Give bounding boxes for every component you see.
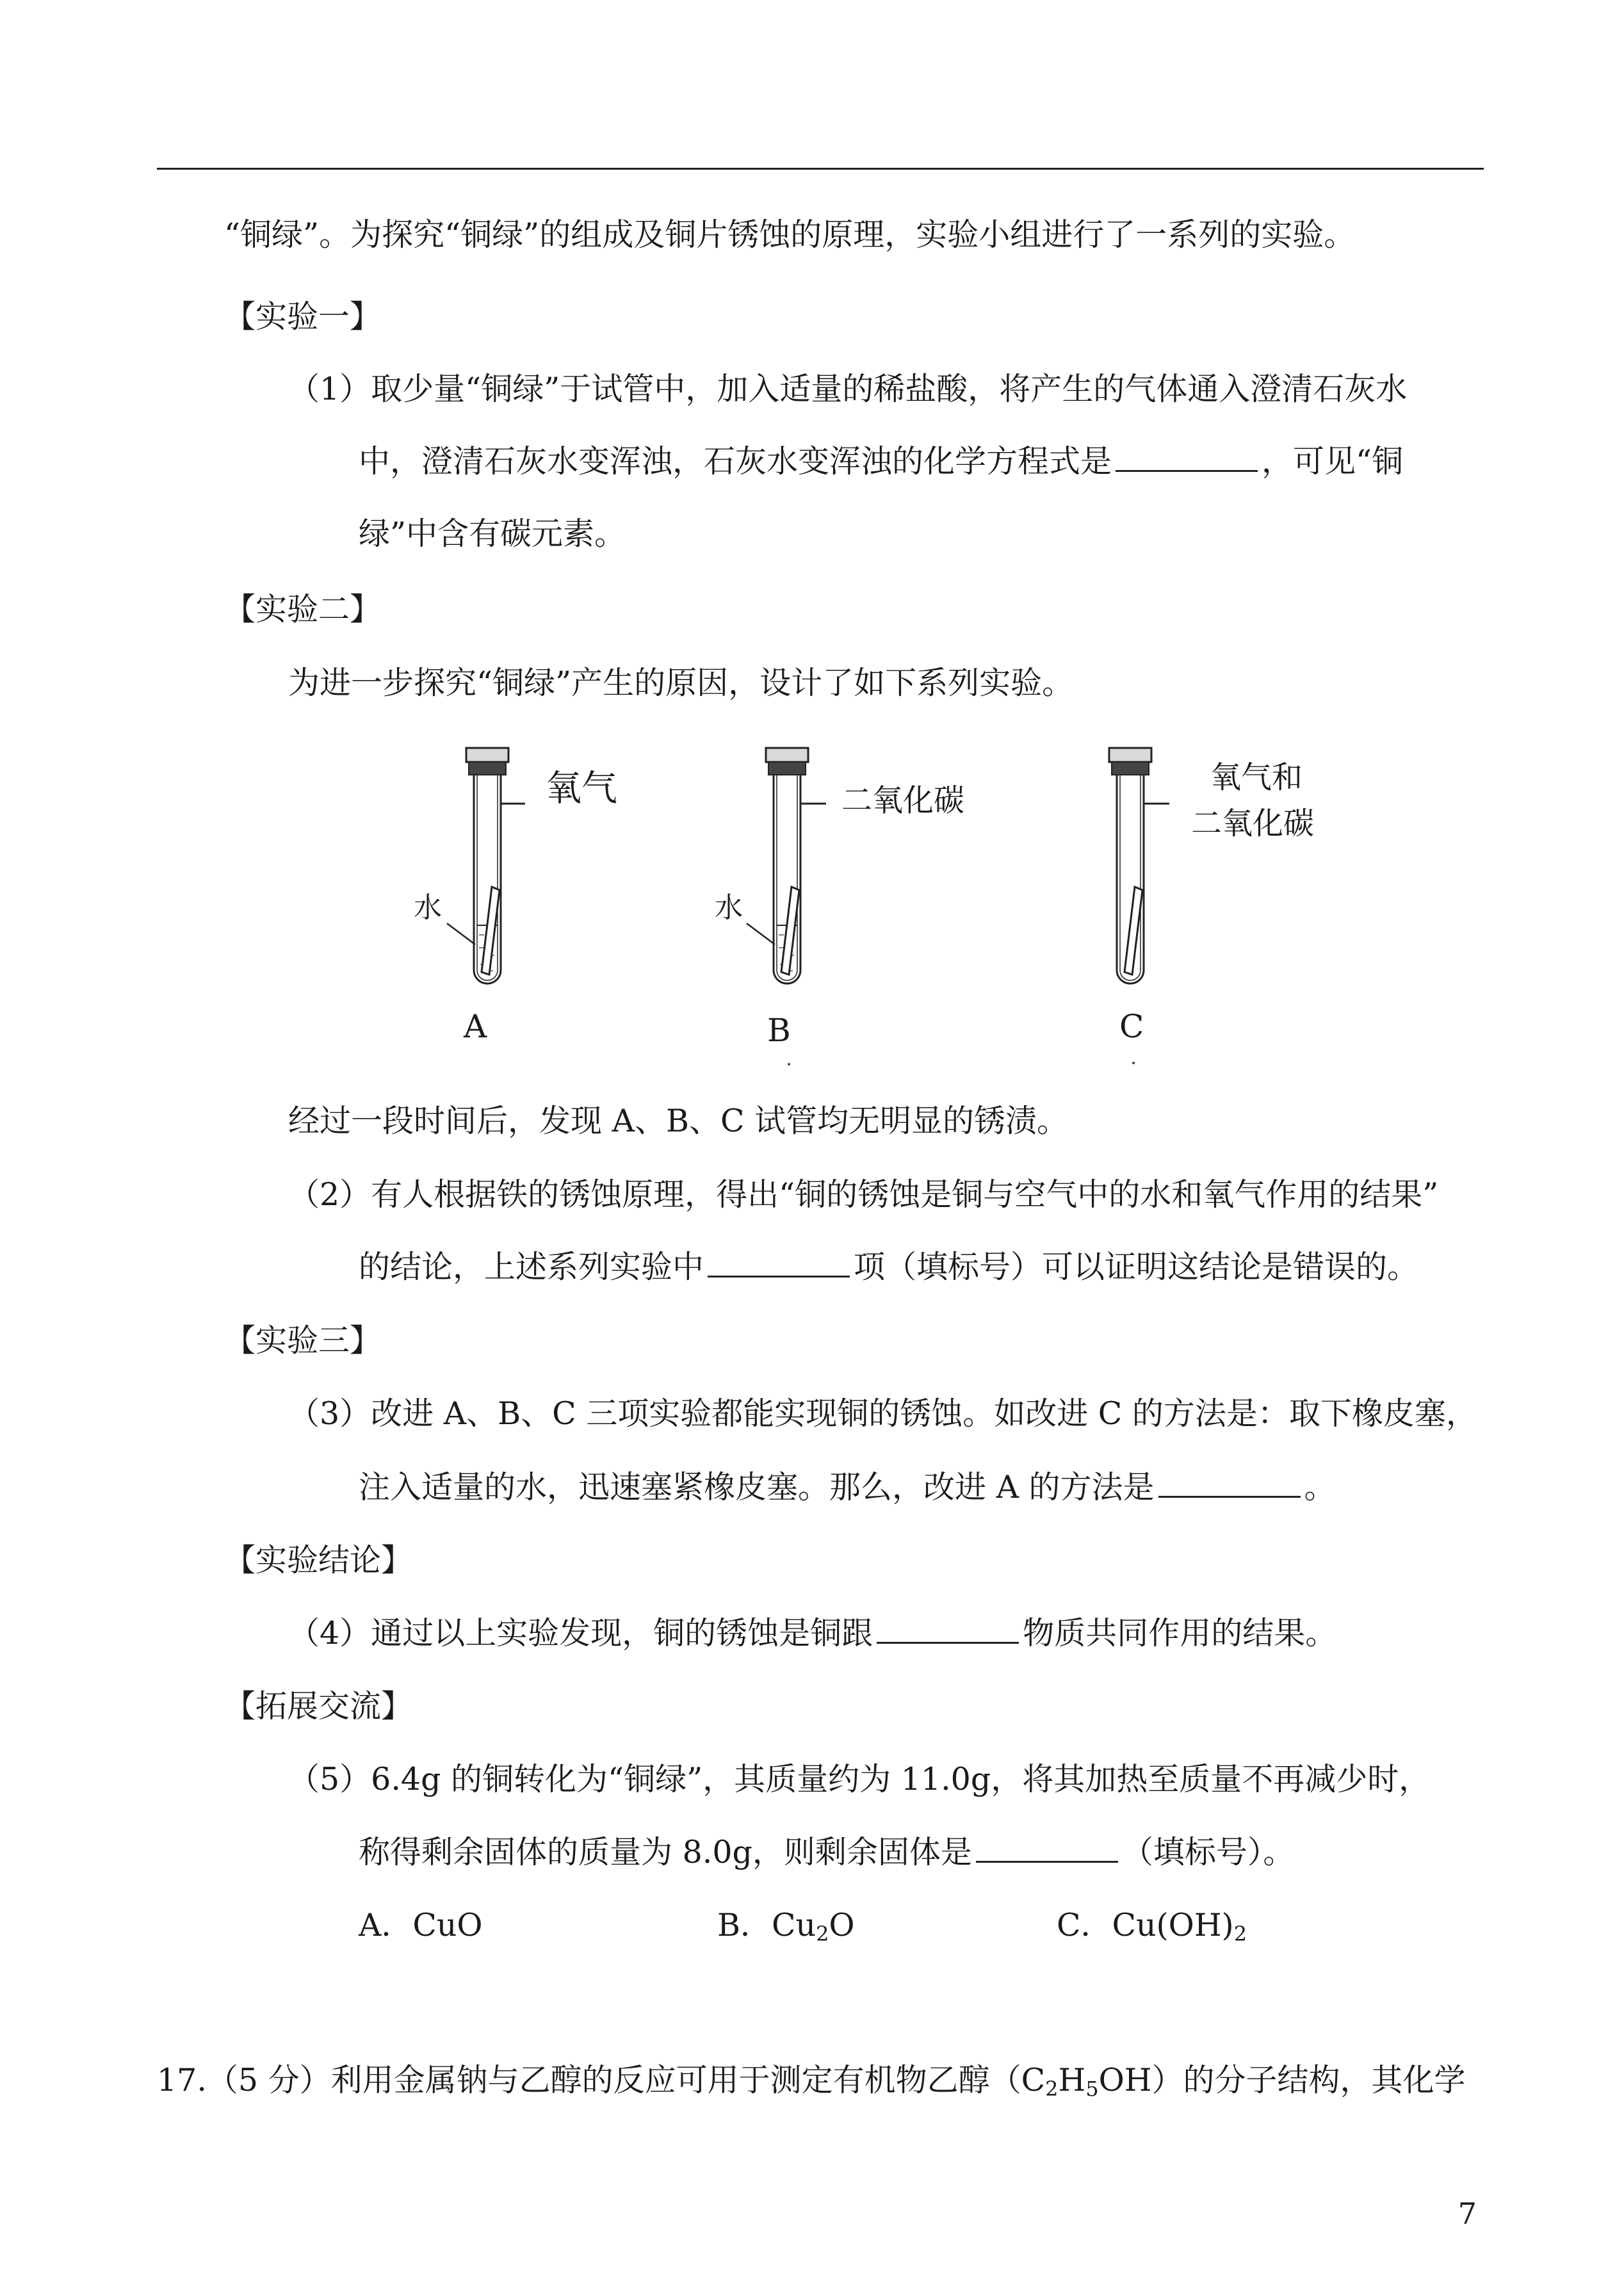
tube-a — [414, 748, 617, 1045]
text: A．CuO — [359, 1907, 483, 1943]
question-2-line-2 — [359, 1247, 1418, 1287]
text: 经过一段时间后，发现 A、B、C 试管均无明显的锈渍。 — [288, 1103, 1069, 1139]
text: 。 — [1304, 1469, 1336, 1505]
tube-c-gas-label-line-2: 二氧化碳 — [1191, 806, 1315, 841]
tube-b-water-label: 水 — [715, 891, 743, 924]
option-a — [359, 1906, 483, 1945]
answer-blank-3[interactable] — [1158, 1470, 1301, 1498]
option-c — [1057, 1906, 1247, 1954]
text: （4）通过以上实验发现，铜的锈蚀是铜跟 — [288, 1615, 873, 1651]
text: H — [1058, 2062, 1086, 2098]
question-1-line-3 — [359, 514, 626, 554]
question-1-line-1 — [288, 369, 1407, 409]
text: 【实验一】 — [224, 298, 382, 335]
question-17-line — [157, 2061, 1466, 2109]
text: OH）的分子结构，其化学 — [1098, 2062, 1466, 2098]
text: 【实验二】 — [224, 591, 382, 628]
question-5-line-1 — [288, 1760, 1430, 1799]
tube-a-gas-label: 氧气 — [546, 768, 617, 809]
text: （2）有人根据铁的锈蚀原理，得出“铜的锈蚀是铜与空气中的水和氧气作用的结果” — [288, 1176, 1439, 1213]
tube-c-label: C — [1119, 1008, 1144, 1045]
text: 绿”中含有碳元素。 — [359, 515, 626, 552]
test-tube-figure — [384, 736, 1345, 1095]
observation-line — [288, 1101, 1068, 1141]
question-3-line-2 — [359, 1468, 1336, 1507]
text: 【实验结论】 — [224, 1542, 413, 1578]
tube-c — [1109, 748, 1314, 1064]
answer-blank-4[interactable] — [877, 1616, 1019, 1644]
text: 注入适量的水，迅速塞紧橡皮塞。那么，改进 A 的方法是 — [359, 1469, 1155, 1505]
text: C．Cu(OH) — [1057, 1907, 1234, 1943]
page-number: 7 — [1458, 2196, 1477, 2231]
intro-line — [224, 215, 1355, 255]
text: （填标号）。 — [1121, 1834, 1295, 1870]
question-5-line-2 — [359, 1833, 1294, 1872]
text: 物质共同作用的结果。 — [1023, 1615, 1337, 1651]
question-1-line-2 — [359, 442, 1403, 482]
text: 中，澄清石灰水变浑浊，石灰水变浑浊的化学方程式是 — [359, 443, 1112, 480]
text: O — [829, 1907, 855, 1943]
header-rule — [157, 168, 1484, 170]
heading-experiment-3 — [224, 1321, 381, 1361]
answer-blank-1[interactable] — [1116, 444, 1258, 472]
tube-a-water-label: 水 — [414, 891, 442, 924]
experiment-2-intro — [288, 663, 1073, 703]
subscript: 5 — [1085, 2077, 1099, 2101]
text: 称得剩余固体的质量为 8.0g，则剩余固体是 — [359, 1834, 972, 1870]
question-4-line — [288, 1614, 1336, 1653]
heading-experiment-1 — [224, 297, 381, 337]
option-b — [717, 1906, 855, 1954]
tube-a-label: A — [464, 1008, 487, 1045]
answer-blank-2[interactable] — [708, 1250, 850, 1277]
text: （1）取少量“铜绿”于试管中，加入适量的稀盐酸，将产生的气体通入澄清石灰水 — [288, 371, 1408, 407]
question-2-line-1 — [288, 1175, 1438, 1215]
tube-b — [715, 748, 964, 1066]
text: 为进一步探究“铜绿”产生的原因，设计了如下系列实验。 — [288, 665, 1074, 701]
text: 17.（5 分）利用金属钠与乙醇的反应可用于测定有机物乙醇（C — [157, 2062, 1046, 2098]
question-3-line-1 — [288, 1394, 1477, 1434]
text: “铜绿”。为探究“铜绿”的组成及铜片锈蚀的原理，实验小组进行了一系列的实验。 — [224, 216, 1356, 253]
heading-extension — [224, 1687, 412, 1726]
subscript: 2 — [1233, 1922, 1247, 1946]
text: B．Cu — [717, 1907, 816, 1943]
text: 【实验三】 — [224, 1322, 382, 1359]
heading-conclusion — [224, 1541, 412, 1580]
tube-c-gas-label-line-1: 氧气和 — [1210, 759, 1303, 795]
text: 【拓展交流】 — [224, 1688, 413, 1724]
subscript: 2 — [1045, 2077, 1059, 2101]
subscript: 2 — [816, 1922, 829, 1946]
text: （3）改进 A、B、C 三项实验都能实现铜的锈蚀。如改进 C 的方法是：取下橡皮塞， — [288, 1395, 1477, 1432]
answer-blank-5[interactable] — [976, 1835, 1118, 1863]
tube-b-gas-label: 二氧化碳 — [841, 783, 965, 818]
text: （5）6.4g 的铜转化为“铜绿”，其质量约为 11.0g，将其加热至质量不再减少时， — [288, 1761, 1431, 1797]
text: ，可见“铜 — [1262, 443, 1404, 480]
tube-b-label: B — [767, 1012, 791, 1049]
text: 项（填标号）可以证明这结论是错误的。 — [854, 1249, 1419, 1285]
text: 的结论，上述系列实验中 — [359, 1249, 704, 1285]
heading-experiment-2 — [224, 590, 381, 629]
